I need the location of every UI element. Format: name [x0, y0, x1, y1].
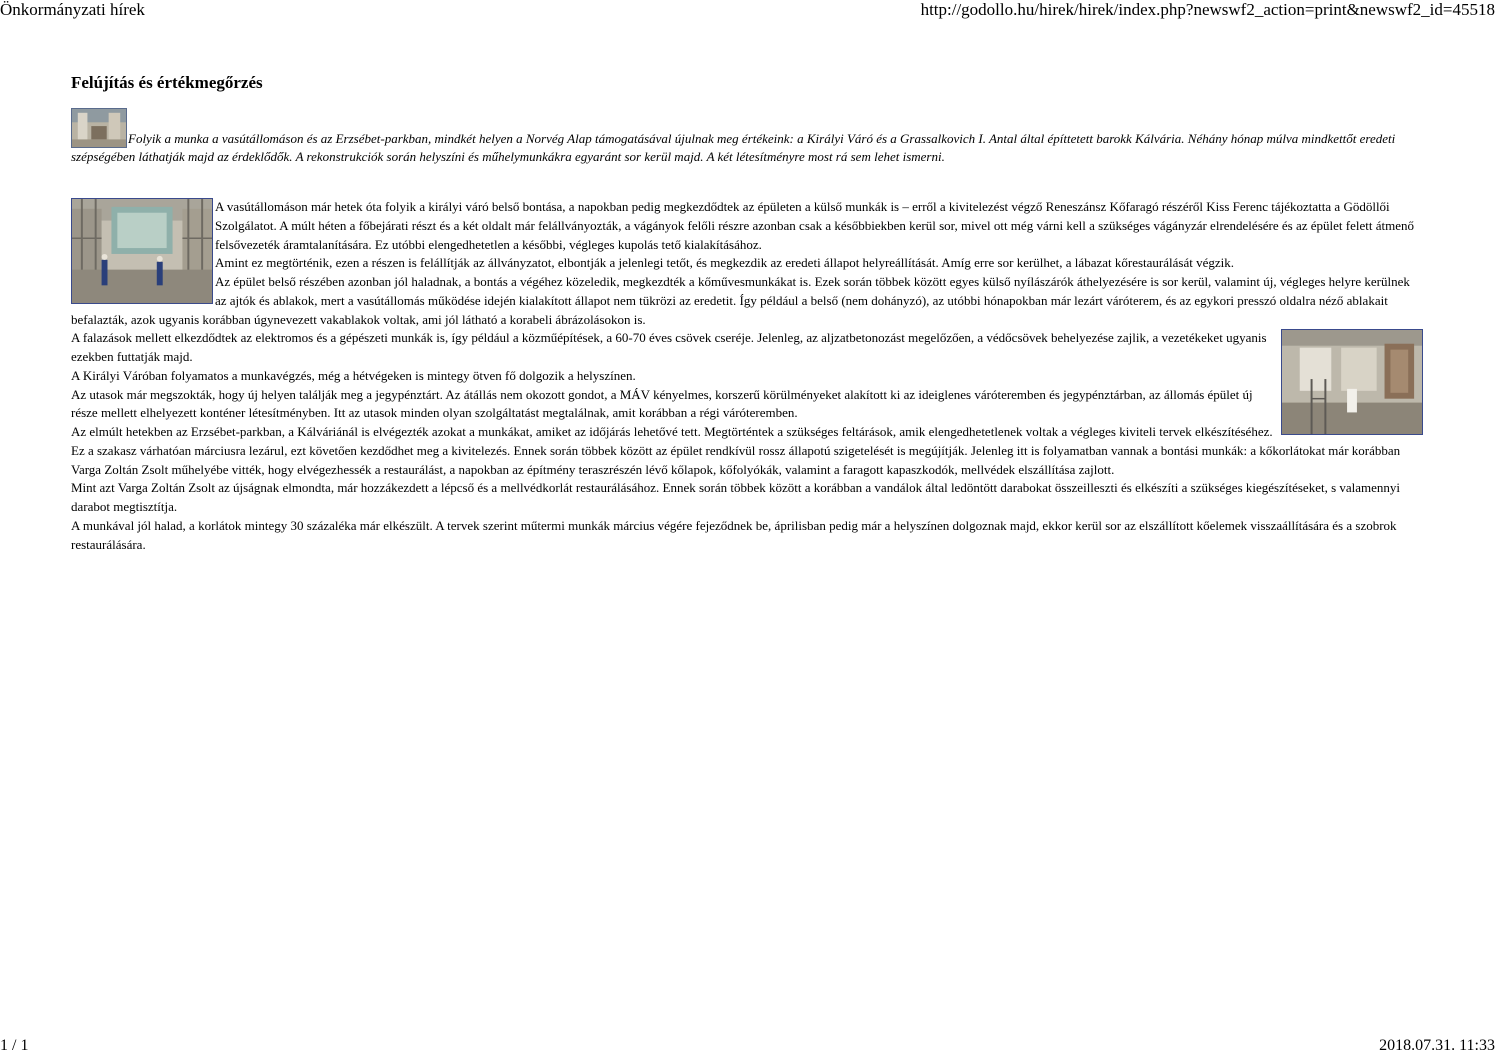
print-footer-timestamp: 2018.07.31. 11:33: [1379, 1037, 1495, 1054]
station-hall-photo[interactable]: [1281, 329, 1423, 435]
print-header-site-title: Önkormányzati hírek: [0, 0, 145, 19]
print-footer-page-number: 1 / 1: [0, 1037, 29, 1054]
paragraph: Amint ez megtörténik, ezen a részen is felállítják az állványzatot, elbontják a jelenlegi tetőt, és megkezdik az eredeti állapot helyreállítását. Amíg erre sor kerülhet, a lábazat kőrestaurálását végzik.: [215, 255, 1234, 271]
paragraph: A vasútállomáson már hetek óta folyik a királyi váró belső bontása, a napokban pedig megkezdődtek az épületen a külső munkák is – erről a kivitelezést végző Reneszánsz Kőfaragó részéről Kiss Ferenc tájékoztatta a Gödöllői Szolgálatot. A múlt héten a főbejárati részt és a két oldalt már felállványozták, a vágányok felőli részre azonban csak a későbbiekben kerül sor, mivel ott még várni kell a szükséges vágányzár elrendelésére és az épület felett átmenő felsővezeték áramtalanítására. Ez utóbbi elengedhetetlen a későbbi, végleges kupolás tető kialakításához.: [215, 199, 1414, 252]
paragraph: A Királyi Váróban folyamatos a munkavégzés, még a hétvégeken is mintegy ötven fő dolgozik a helyszínen.: [71, 367, 636, 383]
paragraph: Mint azt Varga Zoltán Zsolt az újságnak elmondta, már hozzákezdett a lépcső és a mellvédkorlát restaurálásához. Ennek során többek között a korábban a vandálok által ledöntött darabokat összeilleszti és elkészíti a szükséges kiegészítéseket, s valamennyi darabot megtisztítja.: [71, 480, 1401, 514]
lead-text: Folyik a munka a vasútállomáson és az Erzsébet-parkban, mindkét helyen a Norvég Alap támogatásával újulnak meg értékeink: a Királyi Váró és a Grassalkovich I. Antal által építtetett barokk Kálvária. Néhány hónap múlva mindkettőt eredeti szépségében láthatják majd az érdeklődők. A rekonstrukciók során helyszíni és műhelymunkákra egyaránt sor kerül majd. A két létesítményre most rá sem lehet ismerni.: [71, 131, 1396, 164]
article-lead: [71, 108, 1423, 166]
paragraph: Az elmúlt hetekben az Erzsébet-parkban, a Kálváriánál is elvégezték azokat a munkákat, amiket az időjárás lehetővé tett. Megtörténtek a szükséges feltárások, amik elengedhetetlenek voltak a végleges kiviteli tervek elkészítéséhez. Ez a szakasz várhatóan márciusra lezárul, ezt követően kezdődhet meg a kivitelezés. Ennek során többek között az épület rendkívül rossz állapotú szigetelését is megújítják. Jelenleg itt is folyamatban vannak a bontási munkák: a kőkorlátokat már korábban Varga Zoltán Zsolt műhelyébe vitték, hogy elvégezhessék a restaurálást, a napokban az építmény teraszrészén lévő kőlapok, kőfolyókák, valamint a faragott kapaszkodók, mellvédek elszállítása zajlott.: [71, 424, 1401, 477]
article: [71, 70, 1423, 554]
lead-thumbnail-image[interactable]: [71, 108, 127, 148]
paragraph: Az utasok már megszokták, hogy új helyen találják meg a jegypénztárt. Az átállás nem okozott gondot, a MÁV kényelmes, korszerű körülményeket alakított ki az ideiglenes váróteremben és jegypénztárban, az állomás épület új része mellett elhelyezett konténer létesítményben. Itt az utasok minden olyan szolgáltatást megtalálnak, amit korábban a régi váróteremben.: [71, 386, 1253, 421]
print-header-url: http://godollo.hu/hirek/hirek/index.php?newswf2_action=print&newswf2_id=45518: [920, 0, 1495, 19]
article-body: [71, 198, 1423, 554]
station-interior-photo[interactable]: [71, 198, 213, 304]
paragraph: A falazások mellett elkezdődtek az elektromos és a gépészeti munkák is, így például a közműépítések, a 60-70 éves csövek cseréje. Jelenleg, az aljzatbetonozást megelőzően, a védőcsövek behelyezése zajlik, a vezetékeket ugyanis ezekben futtatják majd.: [71, 330, 1267, 364]
paragraph: Az épület belső részében azonban jól haladnak, a bontás a végéhez közeledik, megkezdték a kőművesmunkákat is. Ezek során többek között egyes külső nyílászárók áthelyezésére is sor kerül, valamint új, végleges helyre kerülnek az ajtók és ablakok, mert a vasútállomás működése idején kialakított állapot nem tükrözi az eredetit. Így például a belső (nem dohányzó), az utóbbi hónapokban már lezárt váróterem, és az egykori presszó oldalra néző ablakait befalazták, azok ugyanis korábban úgynevezett vakablakok voltak, ami jól látható a korabeli ábrázolásokon is.: [71, 274, 1410, 327]
paragraph: A munkával jól halad, a korlátok mintegy 30 százaléka már elkészült. A tervek szerint műtermi munkák március végére fejeződnek be, áprilisban pedig már a helyszínen dolgoznak majd, ekkor kerül sor az elszállított kőelemek visszaállítására és a szobrok restaurálására.: [71, 517, 1397, 552]
article-title: Felújítás és értékmegőrzés: [71, 73, 263, 92]
